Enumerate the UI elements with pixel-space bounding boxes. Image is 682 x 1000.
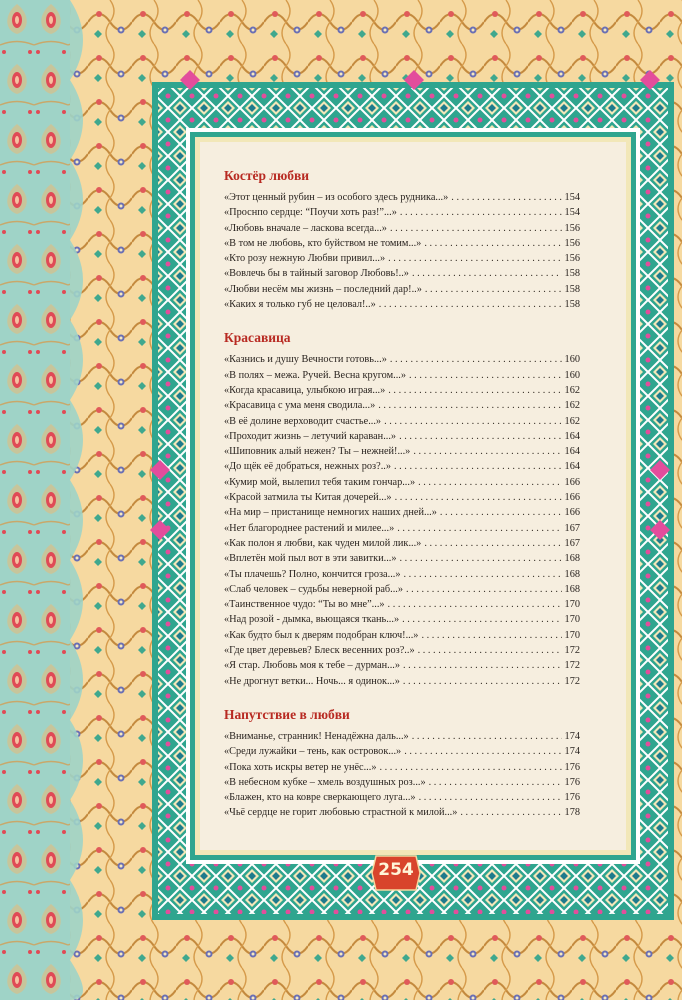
- toc-entry: [224, 266, 580, 281]
- entry-title: «Кумир мой, вылепил тебя таким гончар...»: [224, 476, 416, 488]
- entry-title: «Как будто был к дверям подобран ключ!...»: [224, 629, 419, 641]
- entry-title: «Не дрогнут ветки... Ночь... я одинок...»: [224, 675, 400, 687]
- toc-entry: [224, 297, 580, 312]
- toc-entry: [224, 505, 580, 520]
- entry-page: 167: [564, 537, 580, 549]
- leader-dots: [424, 536, 561, 551]
- entry-title: «На мир – пристанище немногих наших дней...»: [224, 507, 437, 519]
- entry-title: «Вовлечь бы в тайный заговор Любовь!..»: [224, 268, 409, 280]
- leader-dots: [413, 444, 561, 459]
- entry-page: 162: [564, 415, 580, 427]
- leader-dots: [412, 729, 562, 744]
- toc-entry: [224, 190, 580, 205]
- leader-dots: [400, 551, 562, 566]
- leader-dots: [425, 282, 562, 297]
- entry-title: «Нет благороднее растений и милее...»: [224, 522, 395, 534]
- section-entries: [224, 352, 580, 689]
- toc-entry: [224, 205, 580, 220]
- entry-title: «До щёк её добраться, нежных роз?..»: [224, 461, 391, 473]
- toc-entry: [224, 459, 580, 474]
- entry-title: «Казнись и душу Вечности готовь...»: [224, 354, 387, 366]
- leader-dots: [424, 236, 561, 251]
- entry-title: «Шиповник алый нежен? Ты – нежней!...»: [224, 446, 411, 458]
- leader-dots: [404, 744, 561, 759]
- toc-entry: [224, 551, 580, 566]
- leader-dots: [404, 567, 562, 582]
- leader-dots: [403, 674, 562, 689]
- leader-dots: [388, 251, 561, 266]
- entry-title: «Когда красавица, улыбкою играя...»: [224, 384, 386, 396]
- entry-page: 156: [564, 222, 580, 234]
- entry-title: «Я стар. Любовь моя к тебе – дурман...»: [224, 660, 401, 672]
- section-entries: [224, 729, 580, 821]
- entry-page: 164: [564, 430, 580, 442]
- entry-title: «Красавица с ума меня сводила...»: [224, 400, 376, 412]
- entry-page: 160: [564, 369, 580, 381]
- entry-page: 164: [564, 461, 580, 473]
- entry-page: 158: [564, 283, 580, 295]
- leader-dots: [379, 297, 562, 312]
- entry-page: 156: [564, 253, 580, 265]
- entry-page: 170: [564, 629, 580, 641]
- entry-title: «Где цвет деревьев? Блеск весенних роз?..»: [224, 645, 415, 657]
- leader-dots: [451, 190, 561, 205]
- toc-entry: [224, 744, 580, 759]
- section-entries: [224, 190, 580, 312]
- leader-dots: [402, 612, 561, 627]
- toc-entry: [224, 251, 580, 266]
- leader-dots: [460, 805, 561, 820]
- entry-title: «Кто розу нежную Любви привил...»: [224, 253, 386, 265]
- entry-page: 158: [564, 268, 580, 280]
- toc-entry: [224, 628, 580, 643]
- toc-entry: [224, 490, 580, 505]
- entry-title: «Блажен, кто на ковре сверкающего луга...»: [224, 792, 416, 804]
- toc-entry: [224, 760, 580, 775]
- leader-dots: [394, 459, 562, 474]
- section-title: Костёр любви: [224, 168, 310, 183]
- page-number: 254: [378, 860, 414, 880]
- entry-title: «Чьё сердце не горит любовью страстной к милой...»: [224, 807, 458, 819]
- leader-dots: [395, 490, 562, 505]
- table-of-contents: [224, 168, 580, 839]
- entry-title: «В небесном кубке – хмель воздушных роз...»: [224, 776, 426, 788]
- entry-page: 156: [564, 237, 580, 249]
- toc-entry: [224, 383, 580, 398]
- leader-dots: [400, 205, 562, 220]
- entry-page: 170: [564, 599, 580, 611]
- entry-title: «Пока хоть искры ветер не унёс...»: [224, 761, 377, 773]
- entry-title: «Этот ценный рубин – из особого здесь рудника...»: [224, 192, 449, 203]
- entry-title: «Вплетён мой пыл вот в эти завитки...»: [224, 553, 397, 565]
- entry-title: «В том не любовь, кто буйством не томим...»: [224, 237, 422, 249]
- entry-page: 178: [564, 807, 580, 819]
- leader-dots: [418, 475, 561, 490]
- entry-title: «Любви несём мы жизнь – последний дар!..»: [224, 283, 422, 295]
- toc-entry: [224, 643, 580, 658]
- entry-page: 158: [564, 299, 580, 311]
- section-title: Красавица: [224, 330, 291, 346]
- entry-title: «Слаб человек – судьбы неверной раб...»: [224, 583, 404, 595]
- leader-dots: [390, 221, 562, 236]
- entry-page: 174: [564, 730, 580, 742]
- entry-title: «Над розой - дымка, вьющаяся ткань...»: [224, 614, 400, 626]
- entry-title: «В полях – межа. Ручей. Весна кругом...»: [224, 369, 407, 381]
- entry-page: 166: [564, 507, 580, 519]
- toc-entry: [224, 429, 580, 444]
- entry-page: 160: [564, 354, 580, 366]
- entry-page: 167: [564, 522, 580, 534]
- entry-page: 166: [564, 492, 580, 504]
- toc-entry: [224, 729, 580, 744]
- leader-dots: [412, 266, 562, 281]
- toc-entry: [224, 398, 580, 413]
- leader-dots: [399, 429, 561, 444]
- toc-entry: [224, 775, 580, 790]
- toc-entry: [224, 236, 580, 251]
- entry-page: 176: [564, 761, 580, 773]
- entry-title: «В её долине верховодит счастье...»: [224, 415, 382, 427]
- leader-dots: [378, 398, 561, 413]
- entry-page: 164: [564, 446, 580, 458]
- entry-page: 174: [564, 746, 580, 758]
- toc-entry: [224, 368, 580, 383]
- leader-dots: [384, 414, 561, 429]
- section-title: Напутствие в любви: [224, 706, 350, 722]
- entry-page: 162: [564, 400, 580, 412]
- toc-entry: [224, 612, 580, 627]
- leader-dots: [379, 760, 561, 775]
- entry-page: 166: [564, 476, 580, 488]
- leader-dots: [429, 775, 562, 790]
- leader-dots: [403, 658, 562, 673]
- entry-page: 172: [564, 660, 580, 672]
- toc-entry: [224, 414, 580, 429]
- toc-entry: [224, 597, 580, 612]
- toc-entry: [224, 282, 580, 297]
- entry-title: «Проснпо сердце: “Поучи хоть раз!”...»: [224, 207, 397, 219]
- entry-page: 168: [564, 553, 580, 565]
- leader-dots: [388, 597, 562, 612]
- toc-entry: [224, 444, 580, 459]
- leader-dots: [406, 582, 562, 597]
- entry-page: 168: [564, 583, 580, 595]
- entry-page: 176: [564, 792, 580, 804]
- entry-page: 172: [564, 675, 580, 687]
- entry-page: 168: [564, 568, 580, 580]
- entry-title: «Любовь вначале – ласкова всегда...»: [224, 222, 387, 234]
- toc-entry: [224, 790, 580, 805]
- toc-entry: [224, 674, 580, 689]
- entry-page: 154: [564, 207, 580, 219]
- entry-page: 154: [564, 192, 580, 203]
- entry-title: «Таинственное чудо: “Ты во мне”...»: [224, 599, 385, 611]
- leader-dots: [409, 368, 562, 383]
- leader-dots: [397, 521, 561, 536]
- toc-entry: [224, 567, 580, 582]
- toc-entry: [224, 352, 580, 367]
- entry-page: 172: [564, 645, 580, 657]
- toc-entry: [224, 658, 580, 673]
- leader-dots: [390, 352, 562, 367]
- toc-entry: [224, 475, 580, 490]
- leader-dots: [418, 643, 562, 658]
- entry-title: «Каких я только губ не целовал!..»: [224, 299, 376, 311]
- entry-title: «Среди лужайки – тень, как островок...»: [224, 746, 402, 758]
- entry-title: «Как полон я любви, как чуден милой лик...»: [224, 537, 422, 549]
- leader-dots: [421, 628, 561, 643]
- leader-dots: [440, 505, 562, 520]
- entry-page: 162: [564, 384, 580, 396]
- toc-entry: [224, 221, 580, 236]
- entry-title: «Вниманье, странник! Ненадёжна даль...»: [224, 730, 409, 742]
- toc-entry: [224, 582, 580, 597]
- entry-title: «Ты плачешь? Полно, кончится гроза...»: [224, 568, 401, 580]
- entry-page: 170: [564, 614, 580, 626]
- leader-dots: [388, 383, 561, 398]
- toc-entry: [224, 521, 580, 536]
- toc-entry: [224, 805, 580, 820]
- leader-dots: [419, 790, 562, 805]
- entry-title: «Проходит жизнь – летучий караван...»: [224, 430, 397, 442]
- toc-entry: [224, 536, 580, 551]
- entry-title: «Красой затмила ты Китая дочерей...»: [224, 492, 392, 504]
- entry-page: 176: [564, 776, 580, 788]
